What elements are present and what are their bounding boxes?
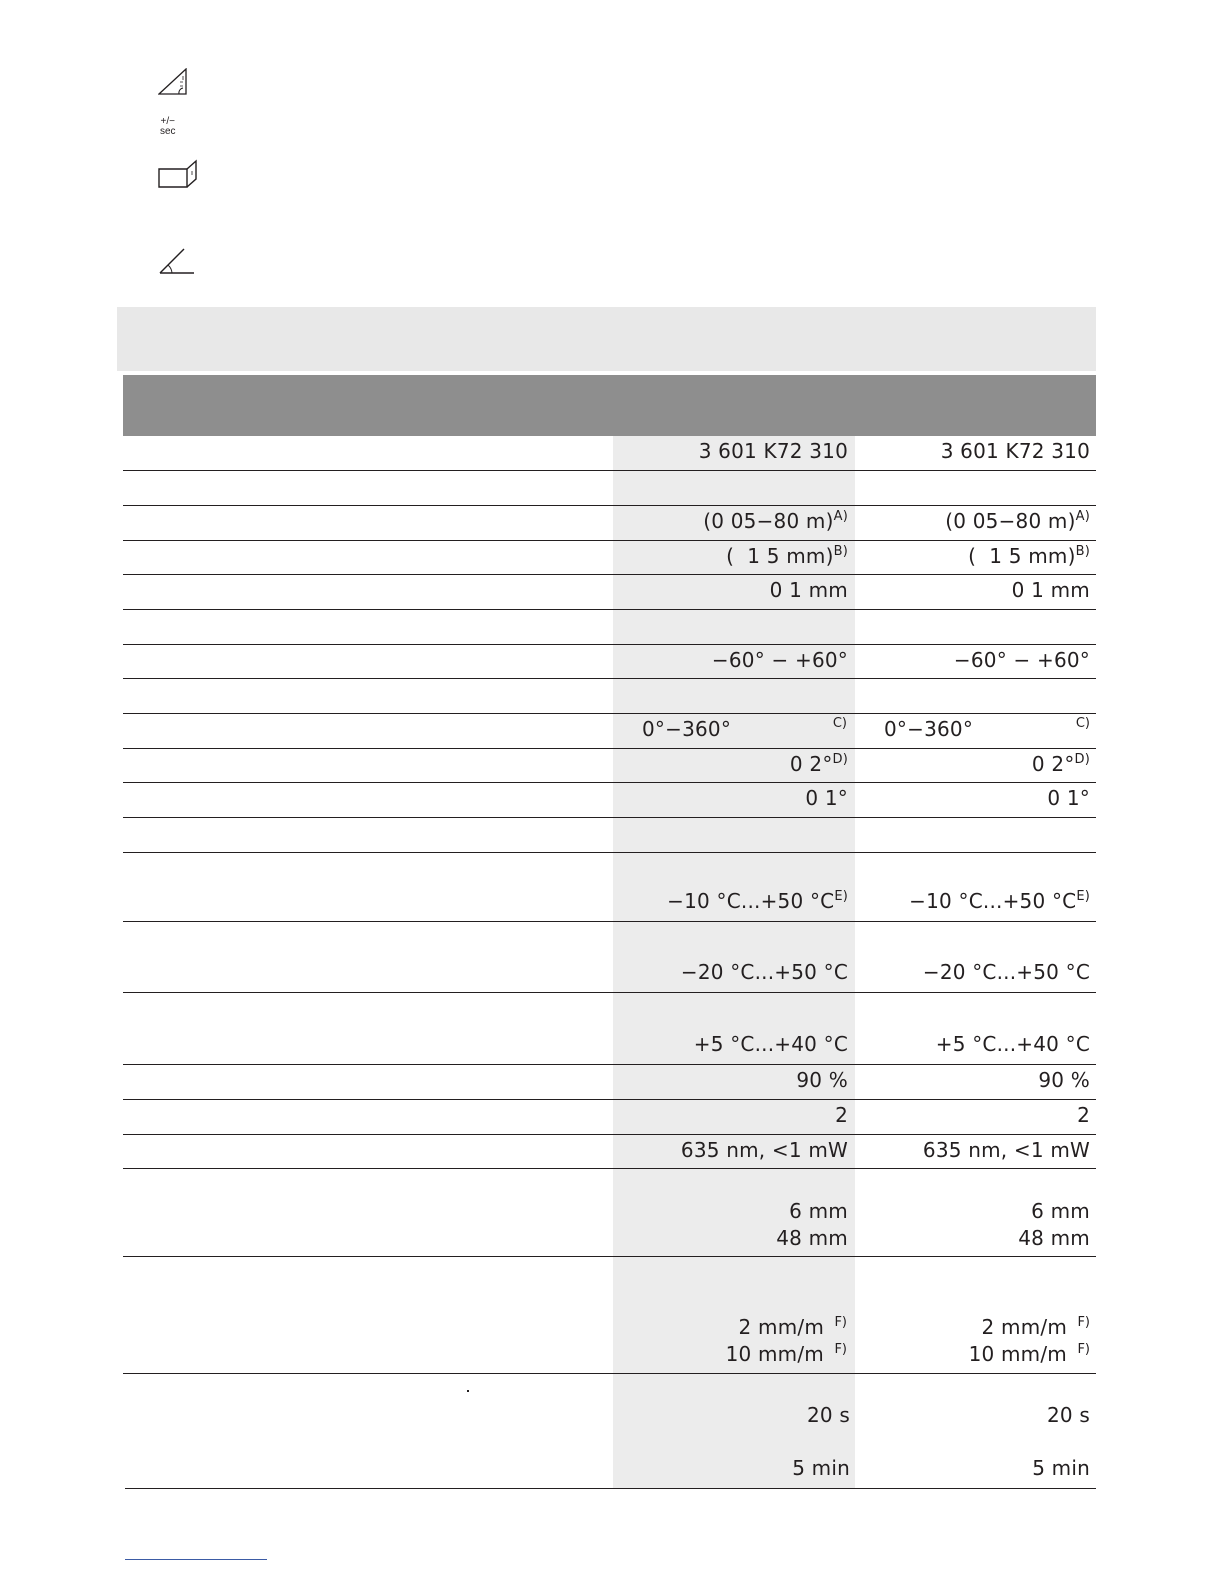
value-col1: 90 % <box>796 1068 848 1092</box>
value-col1: +5 °C...+40 °C <box>693 1032 848 1056</box>
table-row <box>123 1065 1096 1100</box>
footnote-ref: E) <box>834 889 848 904</box>
table-row <box>123 1257 1096 1374</box>
value-col1-line1: 20 s <box>806 1403 850 1427</box>
value-text: (0 05−80 m) <box>945 509 1076 533</box>
footnote-separator <box>125 1559 267 1560</box>
value-text: ( 1 5 mm) <box>726 544 834 568</box>
footnote-ref: D) <box>832 752 848 767</box>
value-col2: 3 601 K72 310 <box>940 439 1090 463</box>
value-col2: 0°−360° <box>884 717 974 741</box>
value-col2 <box>945 508 1090 535</box>
table-row <box>123 818 1096 853</box>
value-col2: 90 % <box>1038 1068 1090 1092</box>
value-col1-line2: 10 mm/m <box>725 1342 824 1366</box>
value-text: (0 05−80 m) <box>703 509 834 533</box>
table-row <box>123 783 1096 818</box>
value-col2-line2: 5 min <box>1032 1456 1090 1480</box>
footnote-ref: C) <box>832 716 847 731</box>
footnote-ref: F) <box>834 1315 847 1330</box>
value-col1: 3 601 K72 310 <box>698 439 848 463</box>
value-col2: 635 nm, <1 mW <box>922 1138 1090 1162</box>
table-row <box>123 575 1096 610</box>
table-row <box>123 506 1096 541</box>
value-col1: 0 1° <box>805 786 848 810</box>
table-row <box>123 1100 1096 1135</box>
value-col1-line1: 6 mm <box>789 1199 848 1223</box>
value-col2: 0 1° <box>1047 786 1090 810</box>
footnote-ref: E) <box>1076 889 1090 904</box>
value-col2-line1: 2 mm/m <box>981 1315 1067 1339</box>
sec-icon-top: +/− <box>160 116 176 127</box>
table-row <box>123 645 1096 679</box>
value-col1: 2 <box>835 1103 848 1127</box>
value-col2-line1: 6 mm <box>1031 1199 1090 1223</box>
footnote-ref: D) <box>1074 752 1090 767</box>
plus-minus-sec-icon <box>160 117 176 137</box>
table-row <box>123 541 1096 575</box>
value-col2-line1: 20 s <box>1046 1403 1090 1427</box>
value-text: 0 2° <box>789 752 833 776</box>
value-col1 <box>790 751 848 778</box>
value-col2 <box>968 543 1090 570</box>
table-row <box>123 922 1096 993</box>
value-col1-line2: 48 mm <box>776 1226 848 1250</box>
table-row <box>123 1135 1096 1169</box>
table-row <box>123 749 1096 783</box>
value-col2: 2 <box>1077 1103 1090 1127</box>
footnote-ref: F) <box>1077 1342 1090 1357</box>
value-col1: 0 1 mm <box>769 578 848 602</box>
table-header-band <box>123 375 1096 436</box>
value-text: −10 °C...+50 °C <box>667 889 835 913</box>
value-col1: 635 nm, <1 mW <box>680 1138 848 1162</box>
value-col1-line2: 5 min <box>792 1456 850 1480</box>
footnote-ref: C) <box>1075 716 1090 731</box>
value-col2 <box>1032 751 1090 778</box>
value-col2: −20 °C...+50 °C <box>922 960 1090 984</box>
table-row <box>123 993 1096 1065</box>
footnote-ref: A) <box>833 509 848 524</box>
value-col1 <box>726 543 848 570</box>
footnote-ref: A) <box>1075 509 1090 524</box>
value-col2-line2: 10 mm/m <box>968 1342 1067 1366</box>
footnote-ref: B) <box>1075 544 1090 559</box>
angle-icon <box>158 246 196 276</box>
table-title-band <box>117 307 1096 371</box>
table-row <box>123 471 1096 506</box>
value-col2: +5 °C...+40 °C <box>935 1032 1090 1056</box>
footnote-ref: B) <box>833 544 848 559</box>
value-col2: −60° − +60° <box>953 648 1090 672</box>
table-row <box>123 436 1096 471</box>
value-col1: −20 °C...+50 °C <box>680 960 848 984</box>
sec-icon-bottom: sec <box>160 126 176 137</box>
table-row <box>123 853 1096 922</box>
triangle-ruler-icon <box>158 68 188 96</box>
footnote-ref: F) <box>834 1342 847 1357</box>
table-row <box>123 714 1096 749</box>
value-col1: 0°−360° <box>642 717 732 741</box>
value-col2: 0 1 mm <box>1011 578 1090 602</box>
footnote-ref: F) <box>1077 1315 1090 1330</box>
value-text: 0 2° <box>1031 752 1075 776</box>
value-text: −10 °C...+50 °C <box>909 889 1077 913</box>
value-col2 <box>909 888 1090 915</box>
value-col1: −60° − +60° <box>711 648 848 672</box>
value-col1-line1: 2 mm/m <box>738 1315 824 1339</box>
table-row <box>125 1374 1096 1489</box>
value-col1 <box>667 888 848 915</box>
value-text: ( 1 5 mm) <box>968 544 1076 568</box>
box-icon <box>157 159 199 189</box>
table-row <box>123 679 1096 714</box>
value-col1 <box>703 508 848 535</box>
table-row <box>123 1169 1096 1257</box>
stray-dot <box>467 1390 469 1392</box>
table-row <box>123 610 1096 645</box>
value-col2-line2: 48 mm <box>1018 1226 1090 1250</box>
